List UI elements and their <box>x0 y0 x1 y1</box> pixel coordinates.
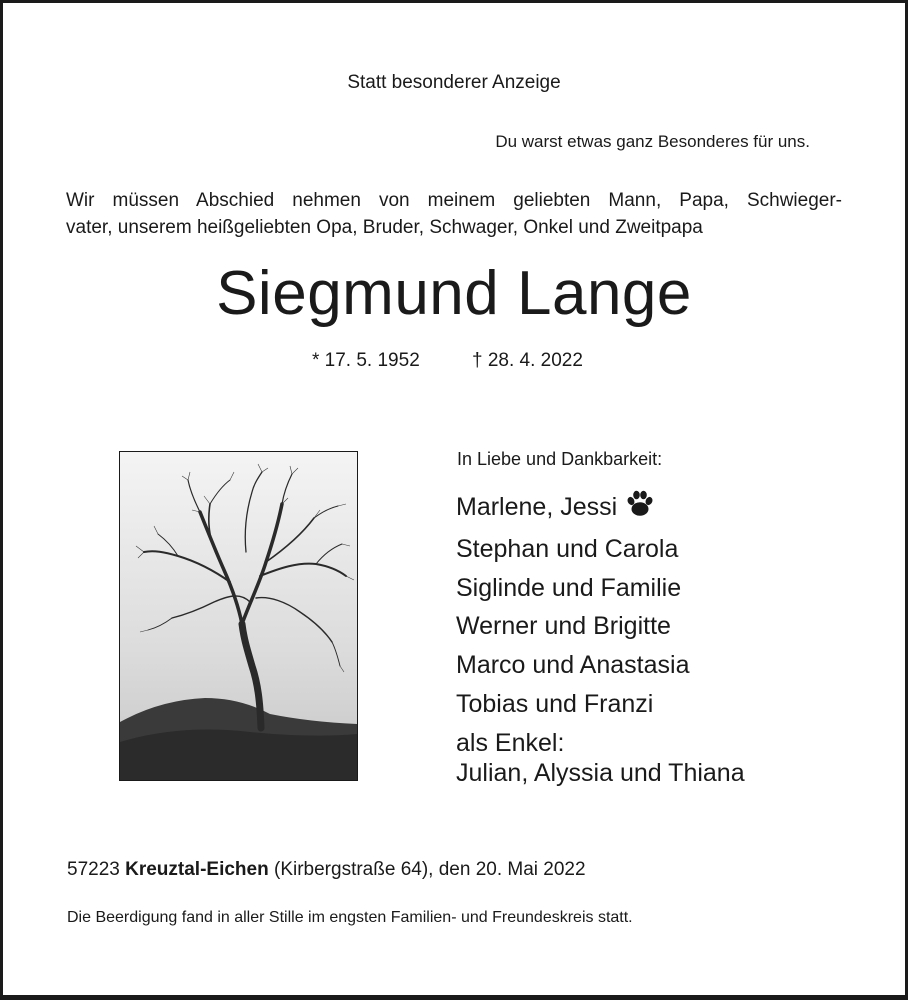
intro-text <box>66 187 842 241</box>
postcode: 57223 <box>67 859 120 880</box>
list-item: Siglinde und Familie <box>456 573 682 602</box>
intro-line-2: vater, unserem heißgeliebten Opa, Bruder, Schwager, Onkel und Zweitpapa <box>66 217 703 238</box>
city: Kreuztal-Eichen <box>125 859 269 880</box>
birth-date: * 17. 5. 1952 <box>312 350 420 371</box>
intro-line-1: Wir müssen Abschied nehmen von meinem geliebten Mann, Papa, Schwieger- <box>66 190 842 211</box>
notice-header: Statt besonderer Anzeige <box>347 72 561 93</box>
thanks-heading: In Liebe und Dankbarkeit: <box>457 449 663 469</box>
list-item: Tobias und Franzi <box>456 689 654 718</box>
grandchildren-names: Julian, Alyssia und Thiana <box>456 759 745 787</box>
paw-print-icon <box>625 490 655 530</box>
grandchildren-label: als Enkel: <box>456 729 565 757</box>
street-date: (Kirbergstraße 64), den 20. Mai 2022 <box>274 859 586 880</box>
death-date: † 28. 4. 2022 <box>472 350 583 371</box>
list-item: Marco und Anastasia <box>456 651 690 680</box>
grandchildren <box>456 728 745 788</box>
list-item: Werner und Brigitte <box>456 612 671 641</box>
list-item: Stephan und Carola <box>456 534 679 563</box>
motto: Du warst etwas ganz Besonderes für uns. <box>495 132 810 151</box>
place-date-line <box>67 859 586 881</box>
tree-photo <box>119 451 358 781</box>
deceased-name: Siegmund Lange <box>216 259 692 328</box>
bare-tree-photo <box>120 452 357 780</box>
list-item: Marlene, Jessi <box>456 488 689 530</box>
funeral-note: Die Beerdigung fand in aller Stille im engsten Familien- und Freundeskreis statt. <box>67 909 633 926</box>
mourners-list <box>456 488 689 724</box>
